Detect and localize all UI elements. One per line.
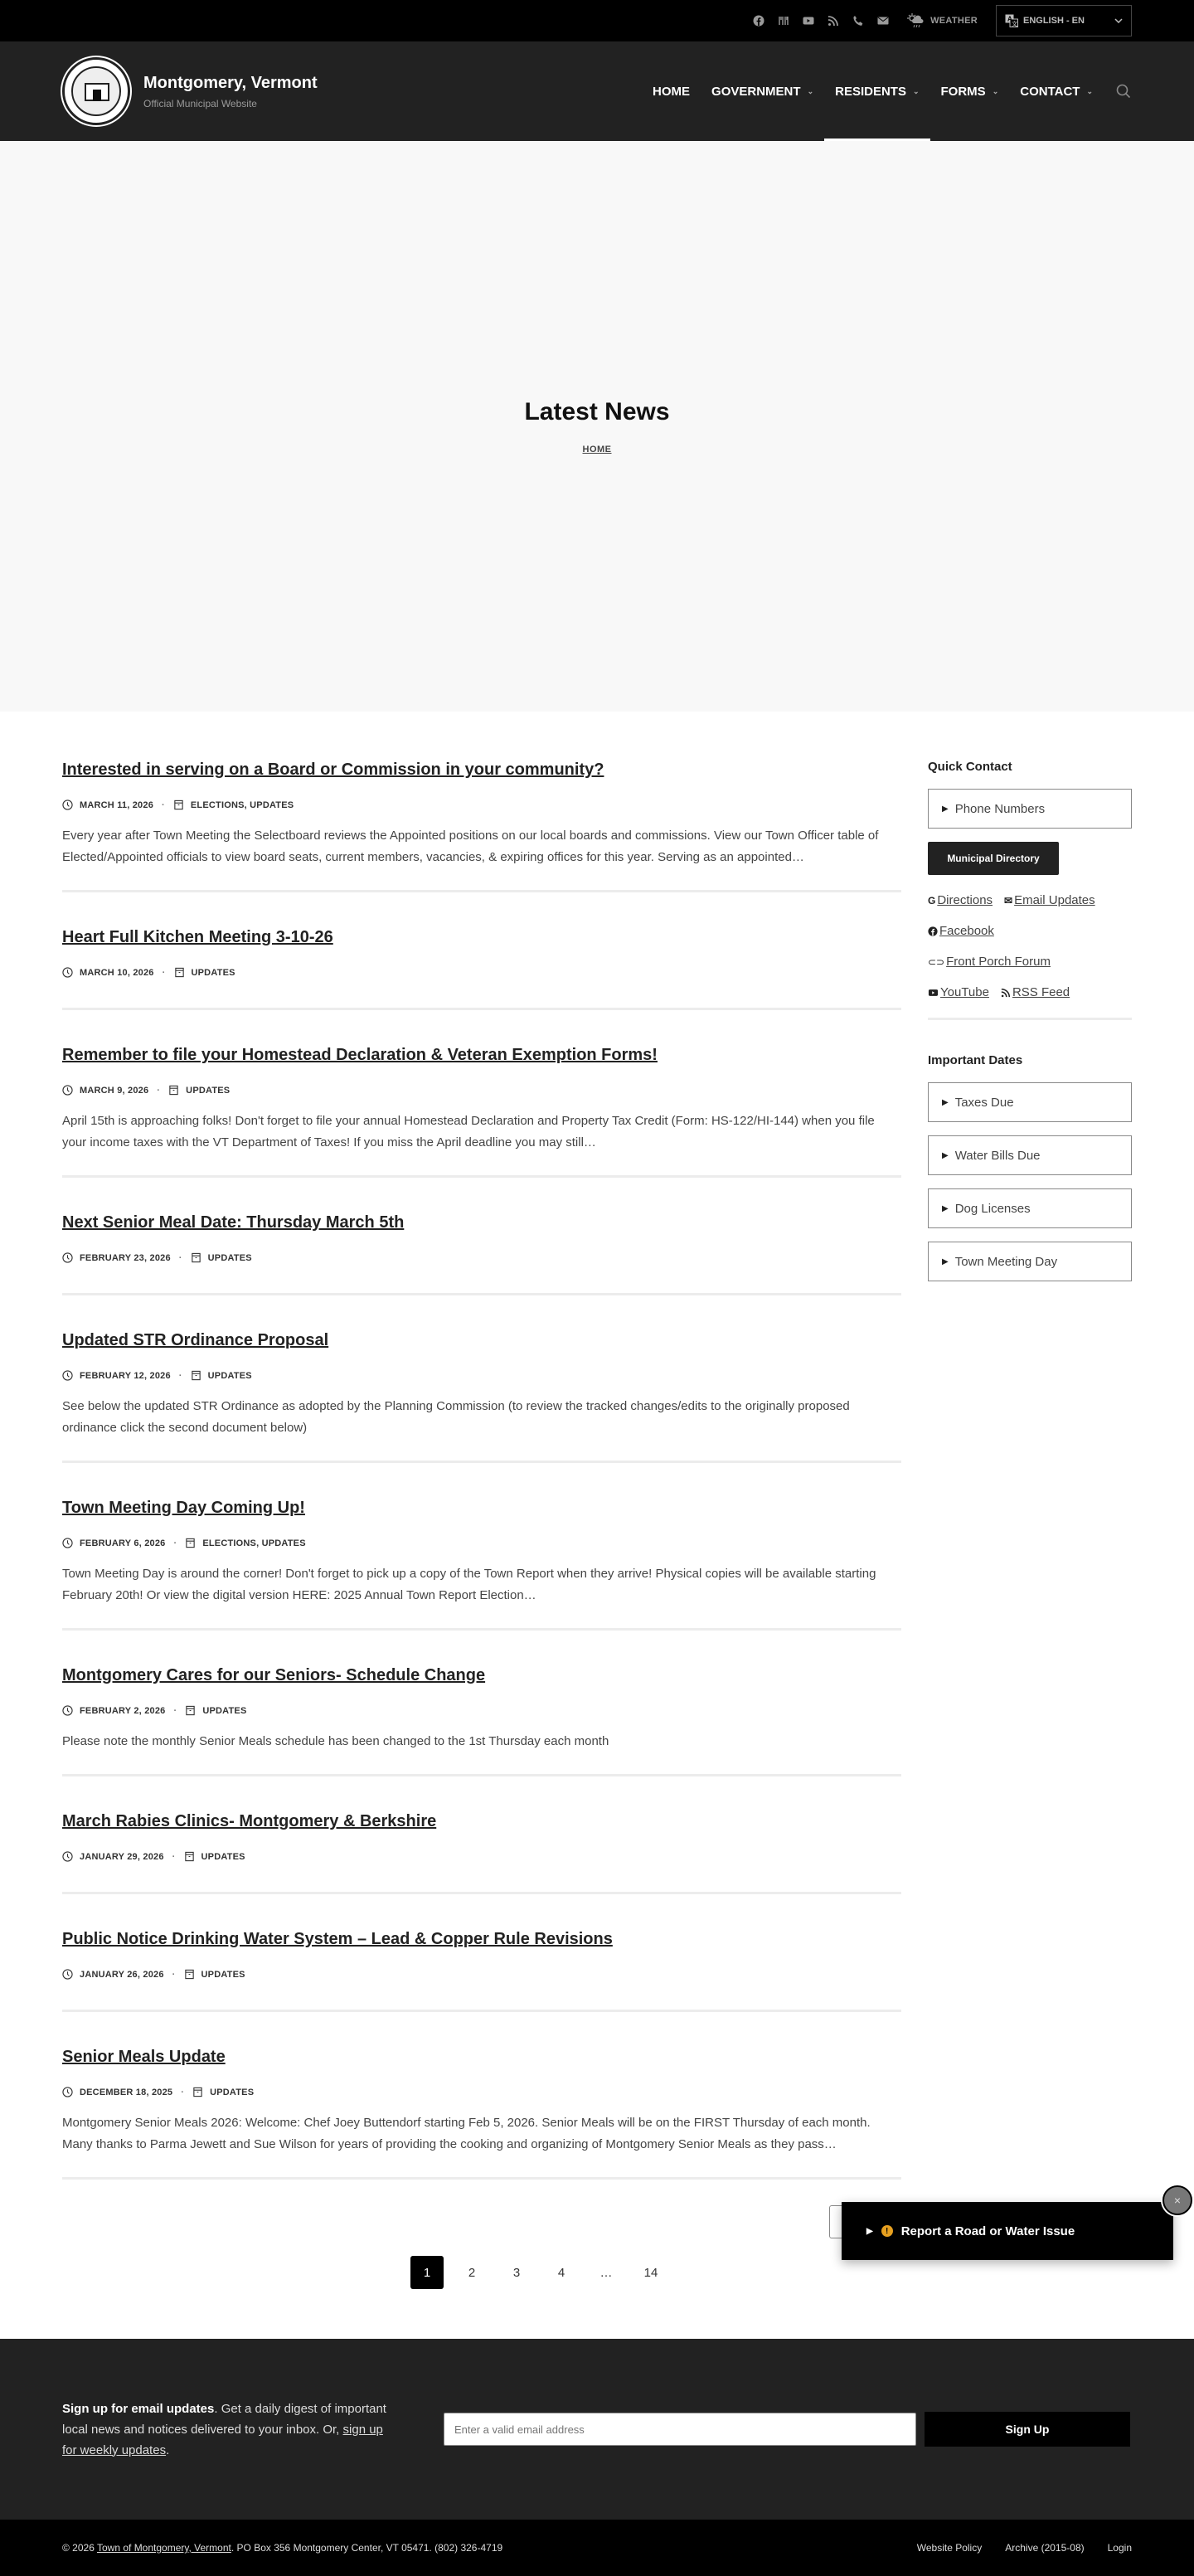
post-title-link[interactable]: March Rabies Clinics- Montgomery & Berkshire: [62, 1812, 437, 1830]
post-categories[interactable]: UPDATES: [201, 1969, 245, 1980]
page-14[interactable]: 14: [643, 2265, 658, 2280]
post-excerpt: Please note the monthly Senior Meals schedule has been changed to the 1st Thursday each month: [62, 1734, 609, 1748]
language-label: ENGLISH - EN: [1023, 16, 1085, 26]
post-meta: MARCH 11, 2026 · ELECTIONS, UPDATES: [62, 800, 901, 810]
post-date: FEBRUARY 6, 2026: [80, 1538, 166, 1548]
post-categories[interactable]: UPDATES: [191, 967, 235, 978]
weather-icon: [907, 13, 925, 28]
category-icon: [174, 967, 185, 978]
nav-home[interactable]: HOME: [653, 84, 691, 99]
post-categories[interactable]: UPDATES: [207, 1370, 252, 1381]
main-nav: [642, 41, 1132, 141]
post-item: [62, 1330, 901, 1463]
post-title-link[interactable]: Updated STR Ordinance Proposal: [62, 1331, 329, 1349]
chevron-down-icon: ⌄: [807, 86, 814, 95]
rss-feed-link[interactable]: RSS Feed: [1001, 985, 1070, 999]
date-toggle-water-bills[interactable]: ▶ Water Bills Due: [928, 1135, 1132, 1175]
site-header: [0, 41, 1194, 141]
post-meta: FEBRUARY 6, 2026 · ELECTIONS, UPDATES: [62, 1538, 901, 1548]
post-item: [62, 927, 901, 1010]
rss-icon[interactable]: [828, 15, 839, 27]
post-excerpt: Montgomery Senior Meals 2026: Welcome: Chef Joey Buttendorf starting Feb 5, 2026. Senior Meals will be on the FIRST Thursday of each month. Many thanks to Parma Jewett and Sue Wilson for years of providing the cooking and organizing of Montgomery Senior Meals as they pass…: [62, 2116, 871, 2151]
post-date: MARCH 10, 2026: [80, 967, 154, 978]
post-meta: FEBRUARY 2, 2026 · UPDATES: [62, 1705, 901, 1716]
weekly-updates-link[interactable]: sign up for weekly updates: [62, 2422, 383, 2457]
close-icon[interactable]: ×: [1162, 2185, 1192, 2215]
page-4[interactable]: 4: [557, 2265, 565, 2280]
post-date: DECEMBER 18, 2025: [80, 2087, 173, 2097]
category-icon: [191, 1252, 201, 1263]
nav-forms[interactable]: FORMS ⌄: [940, 84, 999, 99]
town-link[interactable]: Town of Montgomery, Vermont: [97, 2542, 231, 2554]
youtube-link[interactable]: YouTube: [928, 985, 989, 999]
post-date: FEBRUARY 23, 2026: [80, 1252, 171, 1263]
post-date: FEBRUARY 12, 2026: [80, 1370, 171, 1381]
post-categories[interactable]: UPDATES: [186, 1085, 231, 1096]
town-seal-logo: [62, 57, 130, 125]
post-meta: FEBRUARY 12, 2026 · UPDATES: [62, 1370, 901, 1381]
category-icon: [185, 1705, 196, 1716]
post-excerpt: April 15th is approaching folks! Don't forget to file your annual Homestead Declaration and Property Tax Credit (Form: HS-122/HI-144) when you file your income taxes with the VT Department of Taxes! If you miss the April deadline you may still…: [62, 1114, 875, 1149]
post-meta: FEBRUARY 23, 2026 · UPDATES: [62, 1252, 901, 1263]
post-categories[interactable]: UPDATES: [202, 1705, 247, 1716]
post-categories[interactable]: UPDATES: [207, 1252, 252, 1263]
login-link[interactable]: Login: [1107, 2542, 1132, 2554]
category-icon: [185, 1538, 196, 1548]
warning-icon: !: [881, 2225, 893, 2237]
post-item: [62, 1929, 901, 2012]
directions-link[interactable]: G Directions: [928, 893, 993, 907]
disclosure-triangle-icon: ▶: [942, 804, 949, 814]
clock-icon: [62, 967, 73, 978]
clock-icon: [62, 800, 73, 810]
category-icon: [168, 1085, 179, 1096]
page-title: Latest News: [524, 398, 670, 425]
important-dates-heading: Important Dates: [928, 1053, 1023, 1067]
sidebar-divider: [928, 1018, 1132, 1020]
post-title-link[interactable]: Senior Meals Update: [62, 2048, 226, 2066]
email-input[interactable]: [444, 2413, 916, 2446]
page-hero: [0, 141, 1194, 712]
sign-up-button[interactable]: Sign Up: [925, 2412, 1130, 2447]
post-excerpt: Town Meeting Day is around the corner! Don't forget to pick up a copy of the Town Report when they arrive! Physical copies will be available starting February 20th! Or view the digital version HERE: 2025 Annual Town Report Election…: [62, 1567, 876, 1602]
category-icon: [173, 800, 184, 810]
social-icons: [753, 15, 889, 27]
post-categories[interactable]: UPDATES: [201, 1851, 245, 1862]
clock-icon: [62, 1969, 73, 1980]
top-bar: [0, 0, 1194, 41]
phone-icon[interactable]: [852, 15, 864, 27]
page-1[interactable]: 1: [410, 2256, 444, 2289]
signup-text: Sign up for email updates. Get a daily digest of important local news and notices delivered to your inbox. Or, sign up for weekly updates.: [62, 2401, 386, 2457]
email-updates-link[interactable]: ✉ Email Updates: [1004, 893, 1095, 907]
post-date: MARCH 11, 2026: [80, 800, 154, 810]
breadcrumb-home[interactable]: HOME: [582, 445, 612, 454]
nav-government[interactable]: GOVERNMENT ⌄: [711, 84, 814, 99]
post-categories[interactable]: UPDATES: [210, 2087, 255, 2097]
disclosure-triangle-icon: ▶: [866, 2226, 873, 2236]
date-toggle-dog-licenses[interactable]: ▶ Dog Licenses: [928, 1188, 1132, 1228]
sidebar: [928, 760, 1132, 2214]
front-porch-icon[interactable]: [778, 15, 789, 27]
post-categories[interactable]: ELECTIONS, UPDATES: [190, 800, 294, 810]
post-item: [62, 1213, 901, 1295]
disclosure-triangle-icon: ▶: [942, 1203, 949, 1213]
disclosure-triangle-icon: ▶: [942, 1097, 949, 1107]
youtube-icon: [928, 988, 939, 998]
link-icon: ⊂⊃: [928, 955, 945, 968]
post-list: [62, 760, 901, 2214]
post-meta: MARCH 10, 2026 · UPDATES: [62, 967, 901, 978]
chevron-down-icon: ⌄: [992, 86, 999, 95]
post-title-link[interactable]: Interested in serving on a Board or Commission in your community?: [62, 761, 604, 779]
archive-link[interactable]: Archive (2015-08): [1005, 2542, 1085, 2554]
post-title-link[interactable]: Town Meeting Day Coming Up!: [62, 1499, 305, 1517]
clock-icon: [62, 1538, 73, 1548]
post-categories[interactable]: ELECTIONS, UPDATES: [202, 1538, 306, 1548]
post-meta: DECEMBER 18, 2025 · UPDATES: [62, 2087, 901, 2097]
svg-text:文: 文: [1012, 22, 1017, 27]
clock-icon: [62, 1851, 73, 1862]
post-excerpt: See below the updated STR Ordinance as adopted by the Planning Commission (to review the tracked changes/edits to the originally proposed ordinance click the second document below): [62, 1399, 850, 1435]
post-item: [62, 2047, 901, 2180]
municipal-directory-button[interactable]: Municipal Directory: [928, 842, 1059, 875]
category-icon: [191, 1370, 201, 1381]
facebook-icon[interactable]: [753, 15, 764, 27]
chevron-down-icon: [1114, 18, 1123, 23]
page-2[interactable]: 2: [468, 2265, 476, 2280]
post-item: [62, 1811, 901, 1894]
page-3[interactable]: 3: [512, 2265, 521, 2280]
post-title-link[interactable]: Next Senior Meal Date: Thursday March 5th: [62, 1213, 405, 1232]
nav-contact[interactable]: CONTACT ⌄: [1020, 84, 1093, 99]
site-title: Montgomery, Vermont: [143, 73, 318, 92]
email-signup-section: [0, 2339, 1194, 2520]
post-date: FEBRUARY 2, 2026: [80, 1705, 166, 1716]
category-icon: [184, 1851, 195, 1862]
chevron-down-icon: ⌄: [1086, 86, 1093, 95]
post-meta: JANUARY 26, 2026 · UPDATES: [62, 1969, 901, 1980]
clock-icon: [62, 1705, 73, 1716]
post-title-link[interactable]: Remember to file your Homestead Declaration & Veteran Exemption Forms!: [62, 1046, 658, 1064]
weather-link[interactable]: [907, 13, 978, 28]
chevron-down-icon: ⌄: [912, 86, 920, 95]
post-title-link[interactable]: Public Notice Drinking Water System – Lead & Copper Rule Revisions: [62, 1930, 613, 1948]
phone-numbers-toggle[interactable]: ▶ Phone Numbers: [928, 789, 1132, 829]
pagination: [4, 2256, 1074, 2289]
clock-icon: [62, 1085, 73, 1096]
front-porch-forum-link[interactable]: ⊂⊃ Front Porch Forum: [928, 955, 1051, 969]
post-meta: MARCH 9, 2026 · UPDATES: [62, 1085, 901, 1096]
nav-residents[interactable]: RESIDENTS ⌄: [824, 41, 929, 141]
main-content: [62, 712, 1132, 2214]
post-title-link[interactable]: Montgomery Cares for our Seniors- Schedule Change: [62, 1666, 486, 1684]
disclosure-triangle-icon: ▶: [942, 1256, 949, 1266]
rss-icon: [1001, 988, 1011, 998]
envelope-icon: ✉: [1004, 894, 1013, 906]
weather-label: WEATHER: [930, 16, 978, 26]
category-icon: [192, 2087, 203, 2097]
footer-copyright: © 2026 Town of Montgomery, Vermont. PO Box 356 Montgomery Center, VT 05471. (802) 326-4719: [62, 2542, 503, 2554]
email-icon[interactable]: [877, 15, 889, 27]
google-icon: G: [928, 894, 936, 906]
website-policy-link[interactable]: Website Policy: [916, 2542, 983, 2554]
post-date: JANUARY 29, 2026: [80, 1851, 164, 1862]
youtube-icon[interactable]: [803, 15, 814, 27]
post-item: [62, 760, 901, 892]
post-item: [62, 1498, 901, 1631]
date-toggle-town-meeting[interactable]: ▶ Town Meeting Day: [928, 1242, 1132, 1281]
date-toggle-taxes[interactable]: ▶ Taxes Due: [928, 1082, 1132, 1122]
site-footer: [0, 2520, 1194, 2576]
brand-home-link[interactable]: [62, 57, 318, 125]
post-meta: JANUARY 29, 2026 · UPDATES: [62, 1851, 901, 1862]
pagination-ellipsis: …: [599, 2265, 613, 2280]
facebook-icon: [928, 926, 938, 936]
translate-icon: [1005, 14, 1018, 27]
svg-text:A: A: [1007, 15, 1012, 23]
post-item: [62, 1045, 901, 1178]
disclosure-triangle-icon: ▶: [942, 1150, 949, 1160]
quick-contact-heading: Quick Contact: [928, 760, 1012, 774]
report-issue-toggle[interactable]: ▶ ! Report a Road or Water Issue: [842, 2202, 1173, 2260]
post-excerpt: Every year after Town Meeting the Selectboard reviews the Appointed positions on our local boards and commissions. View our Town Officer table of Elected/Appointed officials to view board seats, current members, vacancies, & expiring offices for this year. Serving as an appointed…: [62, 829, 879, 864]
category-icon: [184, 1969, 195, 1980]
search-icon[interactable]: [1115, 83, 1132, 100]
post-date: JANUARY 26, 2026: [80, 1969, 164, 1980]
post-item: [62, 1665, 901, 1776]
post-title-link[interactable]: Heart Full Kitchen Meeting 3-10-26: [62, 928, 333, 946]
facebook-link[interactable]: Facebook: [928, 924, 994, 938]
post-date: MARCH 9, 2026: [80, 1085, 149, 1096]
clock-icon: [62, 1370, 73, 1381]
site-subtitle: Official Municipal Website: [143, 97, 257, 109]
clock-icon: [62, 2087, 73, 2097]
clock-icon: [62, 1252, 73, 1263]
language-select[interactable]: [996, 5, 1132, 36]
